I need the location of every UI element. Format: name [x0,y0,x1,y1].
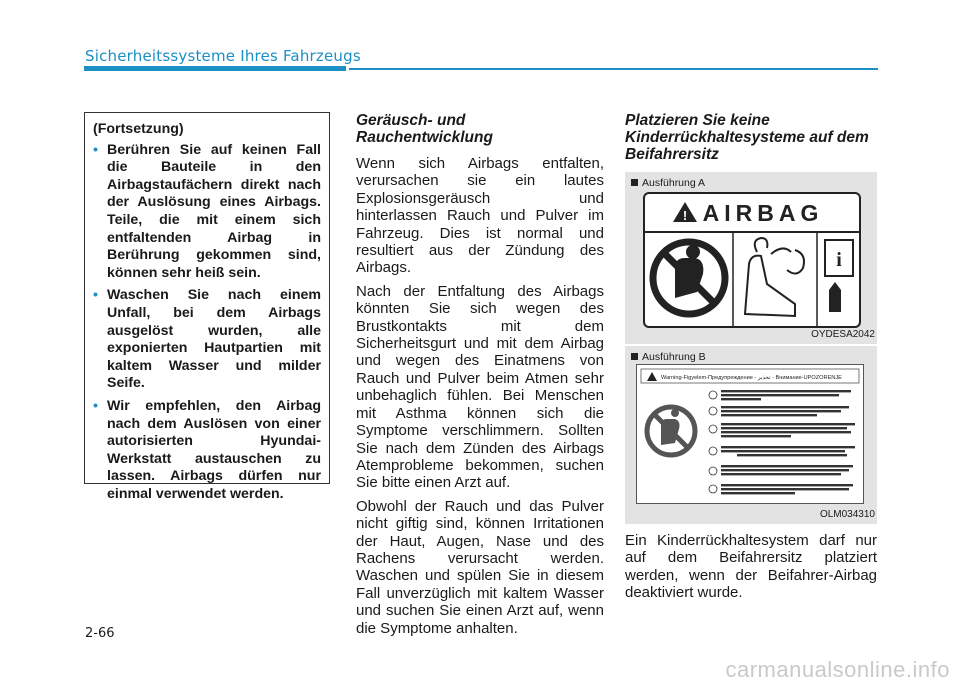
figure-label: Ausführung B [631,349,706,366]
note-title: (Fortsetzung) [93,121,184,137]
manual-info-icon [825,240,853,312]
body-paragraph: Nach der Entfaltung des Airbags könnten Sie sich wegen des Brustkontakts mit dem Sicherheitsgurt und mit dem Airbag und wegen des Einatmens von Rauch und Pulver beim Atmen sehr unbehaglich fühlen. Bei Menschen mit Asthma können sich die Symptome verschlimmern. Sollten Sie nach dem Zünden des Airbags Atemprobleme bekommen, suchen Sie bitte einen Arzt auf. [356,282,604,492]
section-heading: Platzieren Sie keine Kinderrückhaltesysteme auf dem Beifahrersitz [625,112,869,163]
bullet-icon: • [93,287,98,304]
body-paragraph: Ein Kinderrückhaltesystem darf nur auf dem Beifahrersitz platziert werden, wenn der Beifahrer-Airbag deaktiviert wurde. [625,532,877,602]
header-rule [349,68,878,70]
airbag-card-title: AIRBAG [702,200,824,226]
figure-version-b [625,346,877,524]
warning-banner-text: Warning-Figyelem-Предупреждение - تحذير - Внимание-UPOZORENJE [661,375,842,381]
square-bullet-icon [631,179,638,186]
note-item [93,287,321,393]
square-bullet-icon [631,353,638,360]
noise-smoke-section [356,112,604,643]
section-title: Sicherheitssysteme Ihres Fahrzeugs [85,47,361,65]
svg-text:i: i [836,249,842,271]
site-watermark: carmanualsonline.info [725,657,950,682]
multilingual-warning-label [636,364,864,504]
note-item [93,142,321,283]
airbag-warning-label [643,192,861,328]
section-heading: Geräusch- und Rauchentwicklung [356,112,493,146]
bullet-icon: • [93,141,98,158]
body-paragraph: Obwohl der Rauch und das Pulver nicht giftig sind, können Irritationen der Haut, Augen, Nase und des Rachens verursacht werden. Waschen und spülen Sie in diesem Fall unverzüglich mit kaltem Wasser und suchen Sie einen Arzt auf, wenn die Symptome anhalten. [356,497,604,637]
note-item-text: Wir empfehlen, den Airbag nach dem Auslösen von einer autorisierten Hyundai-Werkstatt austauschen zu lassen. Airbags dürfen nur einmal verwendet werden. [107,397,321,502]
figure-label: Ausführung A [631,175,705,192]
bullet-icon: • [93,397,98,414]
note-item-text: Berühren Sie auf keinen Fall die Bauteile in den Airbagstaufächern direkt nach der Auslösung eines Airbags. Teile, die mit einem sich entfaltenden Airbag in Berührung gekommen sind, können sehr heiß sein. [107,141,321,281]
note-item [93,398,321,504]
figure-code: OLM034310 [819,508,875,520]
continuation-note-box [84,112,330,502]
body-paragraph: Wenn sich Airbags entfalten, verursachen sie ein lautes Explosionsgeräusch und hinterlassen Rauch und Pulver im Fahrzeug. Dies ist normal und resultiert aus der Zündung des Airbags. [356,155,604,277]
language-rows [709,390,855,494]
no-child-seat-icon [653,242,725,314]
page-number: 2-66 [85,626,115,641]
airbag-deploy-icon [745,238,804,316]
note-item-text: Waschen Sie nach einem Unfall, bei dem Airbags ausgelöst wurden, alle exponierten Hautpartien mit kaltem Wasser und milder Seife. [107,287,321,392]
child-seat-section [625,112,877,608]
multilingual-label-graphic [637,365,863,503]
figure-code: OYDESA2042 [811,328,875,340]
svg-text:!: ! [682,208,688,223]
header-accent-bar [84,66,346,71]
airbag-label-graphic [645,194,859,326]
figure-version-a [625,172,877,344]
no-child-seat-icon [647,407,695,455]
